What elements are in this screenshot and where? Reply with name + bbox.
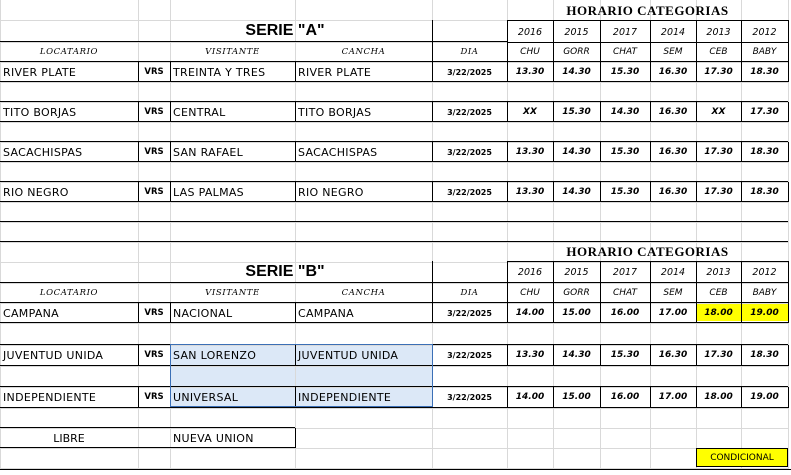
home-team: RIO NEGRO — [3, 185, 69, 199]
match-date: 3/22/2025 — [447, 187, 492, 197]
grid-line — [0, 448, 788, 449]
kickoff-time-gorr: 15.30 — [562, 107, 591, 117]
serie-b-year-2015: 2015 — [564, 266, 589, 278]
grid-line — [0, 365, 788, 366]
kickoff-time-baby: 17.30 — [750, 107, 779, 117]
kickoff-time-chat: 15.30 — [610, 147, 640, 157]
home-team: JUVENTUD UNIDA — [3, 348, 104, 362]
kickoff-time-sem: 17.00 — [658, 392, 688, 402]
grid-line — [0, 408, 788, 409]
serie-a-year-2017: 2017 — [612, 26, 638, 38]
vs-label: VRS — [144, 350, 164, 360]
home-team: TITO BORJAS — [3, 105, 77, 119]
venue: RIVER PLATE — [298, 65, 372, 79]
serie-b-header-cancha: CANCHA — [341, 288, 386, 298]
grid-line — [0, 162, 788, 163]
grid-line — [507, 20, 788, 21]
serie-b-cat-chat: CHAT — [612, 288, 638, 298]
serie-b-year-2012: 2012 — [752, 266, 777, 278]
home-team: INDEPENDIENTE — [3, 390, 97, 404]
kickoff-time-baby: 18.30 — [750, 67, 779, 77]
serie-a-year-2013: 2013 — [706, 26, 731, 38]
kickoff-time-baby: 19.00 — [750, 392, 779, 402]
serie-a-cat-gorr: GORR — [563, 47, 590, 57]
kickoff-time-chat: 15.30 — [610, 67, 640, 77]
vs-label: VRS — [144, 67, 164, 77]
kickoff-time-ceb: 18.00 — [704, 392, 733, 402]
venue: RIO NEGRO — [298, 185, 364, 199]
serie-a-cat-sem: SEM — [663, 47, 683, 57]
kickoff-time-chu: 13.30 — [515, 147, 545, 157]
serie-a-cat-chat: CHAT — [612, 47, 638, 57]
match-date: 3/22/2025 — [447, 67, 492, 77]
away-team: SAN RAFAEL — [173, 145, 244, 159]
kickoff-time-ceb: XX — [711, 107, 726, 117]
kickoff-time-baby: 19.00 — [750, 308, 779, 318]
away-team: SAN LORENZO — [173, 348, 257, 362]
serie-b-year-2013: 2013 — [706, 266, 731, 278]
grid-line — [0, 407, 788, 408]
kickoff-time-chat: 15.30 — [610, 350, 640, 360]
venue: CAMPANA — [298, 306, 355, 320]
kickoff-time-chu: 13.30 — [515, 187, 545, 197]
serie-b-header-locatario: LOCATARIO — [39, 288, 99, 298]
kickoff-time-chat: 16.00 — [610, 392, 640, 402]
serie-a-year-2012: 2012 — [752, 26, 777, 38]
venue: INDEPENDIENTE — [298, 390, 392, 404]
serie-b-header-dia: DIA — [460, 288, 479, 298]
serie-b-cat-chu: CHU — [520, 288, 540, 298]
kickoff-time-sem: 16.30 — [658, 147, 688, 157]
kickoff-time-chu: 14.00 — [515, 308, 545, 318]
kickoff-time-sem: 16.30 — [658, 187, 688, 197]
kickoff-time-ceb: 17.30 — [704, 350, 733, 360]
venue: JUVENTUD UNIDA — [298, 348, 399, 362]
match-date: 3/22/2025 — [447, 147, 492, 157]
grid-line — [0, 323, 788, 324]
kickoff-time-baby: 18.30 — [750, 350, 779, 360]
serie-a-title: SERIE "A" — [245, 22, 325, 39]
grid-line — [788, 102, 789, 122]
vs-label: VRS — [144, 187, 164, 197]
kickoff-time-sem: 17.00 — [658, 308, 688, 318]
serie-b-cat-gorr: GORR — [563, 288, 590, 298]
serie-a-year-2015: 2015 — [564, 26, 589, 38]
kickoff-time-gorr: 15.00 — [562, 308, 591, 318]
serie-a-cat-ceb: CEB — [709, 47, 728, 57]
serie-b-header-visitante: VISITANTE — [205, 288, 260, 298]
serie-b-title: SERIE "B" — [245, 263, 325, 280]
vs-label: VRS — [144, 147, 164, 157]
grid-line — [788, 182, 789, 202]
kickoff-time-baby: 18.30 — [750, 187, 779, 197]
vs-label: VRS — [144, 392, 164, 402]
serie-a-cat-chu: CHU — [520, 47, 540, 57]
venue: SACACHISPAS — [298, 145, 378, 159]
serie-b-year-2014: 2014 — [660, 266, 686, 278]
serie-a-header-locatario: LOCATARIO — [39, 47, 99, 57]
serie-a-header-visitante: VISITANTE — [205, 47, 260, 57]
kickoff-time-gorr: 14.30 — [562, 187, 591, 197]
kickoff-time-chat: 15.30 — [610, 187, 640, 197]
condicional-label: CONDICIONAL — [696, 448, 788, 467]
kickoff-time-chu: 14.00 — [515, 392, 545, 402]
grid-line — [788, 345, 789, 366]
grid-line — [0, 221, 788, 222]
match-date: 3/22/2025 — [447, 350, 492, 360]
grid-line — [0, 469, 791, 470]
grid-line — [0, 202, 788, 203]
vs-label: VRS — [144, 308, 164, 318]
kickoff-time-gorr: 14.30 — [562, 67, 591, 77]
venue: TITO BORJAS — [298, 105, 372, 119]
match-date: 3/22/2025 — [447, 308, 492, 318]
kickoff-time-sem: 16.30 — [658, 67, 688, 77]
kickoff-time-baby: 18.30 — [750, 147, 779, 157]
grid-line — [295, 428, 296, 448]
kickoff-time-gorr: 15.00 — [562, 392, 591, 402]
grid-line — [788, 261, 789, 303]
grid-line — [788, 142, 789, 162]
grid-line — [0, 82, 788, 83]
serie-a-header-dia: DIA — [460, 47, 479, 57]
kickoff-time-chu: XX — [523, 107, 537, 117]
kickoff-time-ceb: 17.30 — [704, 67, 733, 77]
grid-line — [0, 122, 788, 123]
kickoff-time-ceb: 17.30 — [704, 147, 733, 157]
serie-b-cat-ceb: CEB — [709, 288, 728, 298]
serie-a-header-cancha: CANCHA — [341, 47, 386, 57]
vs-label: VRS — [144, 107, 164, 117]
serie-a-cat-baby: BABY — [752, 47, 777, 57]
serie-b-horario-title: HORARIO CATEGORIAS — [566, 243, 729, 259]
serie-b-year-2017: 2017 — [612, 266, 638, 278]
kickoff-time-chat: 14.30 — [610, 107, 640, 117]
serie-b-cat-baby: BABY — [752, 288, 777, 298]
away-team: UNIVERSAL — [173, 390, 239, 404]
kickoff-time-sem: 16.30 — [658, 107, 688, 117]
kickoff-time-ceb: 17.30 — [704, 187, 733, 197]
libre-label: LIBRE — [53, 431, 85, 445]
serie-b-year-2016: 2016 — [517, 266, 543, 278]
kickoff-time-chu: 13.30 — [515, 350, 545, 360]
serie-a-year-2016: 2016 — [517, 26, 543, 38]
grid-line — [788, 387, 789, 408]
away-team: NACIONAL — [173, 306, 233, 320]
kickoff-time-sem: 16.30 — [658, 350, 688, 360]
home-team: CAMPANA — [3, 306, 60, 320]
away-team: TREINTA Y TRES — [173, 65, 266, 79]
grid-line — [788, 62, 789, 82]
match-date: 3/22/2025 — [447, 107, 492, 117]
grid-line — [0, 222, 788, 223]
kickoff-time-ceb: 18.00 — [704, 308, 733, 318]
libre-team: NUEVA UNION — [173, 431, 254, 445]
serie-a-year-2014: 2014 — [660, 26, 686, 38]
kickoff-time-chat: 16.00 — [610, 308, 640, 318]
away-team: LAS PALMAS — [173, 185, 244, 199]
home-team: SACACHISPAS — [3, 145, 83, 159]
home-team: RIVER PLATE — [3, 65, 77, 79]
away-team: CENTRAL — [173, 105, 226, 119]
kickoff-time-gorr: 14.30 — [562, 147, 591, 157]
grid-line — [788, 303, 789, 323]
kickoff-time-gorr: 14.30 — [562, 350, 591, 360]
match-date: 3/22/2025 — [447, 392, 492, 402]
serie-b-cat-sem: SEM — [663, 288, 683, 298]
serie-a-horario-title: HORARIO CATEGORIAS — [566, 2, 729, 18]
kickoff-time-chu: 13.30 — [515, 67, 545, 77]
grid-line — [788, 20, 789, 62]
grid-line — [0, 366, 788, 367]
